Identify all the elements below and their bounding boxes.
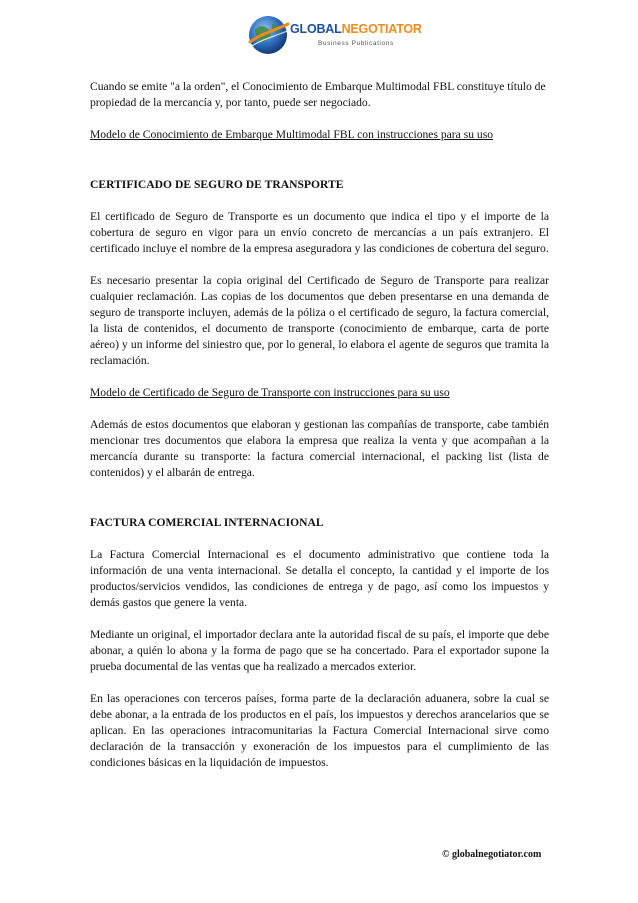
paragraph-invoice-importer: Mediante un original, el importador declara ante la autoridad fiscal de su país, el importe que debe abonar, a quién lo abona y la forma de pago que se ha concertado. Para el exportador supone la prueba documental de las ventas que ha realizado a mercados exterior.: [90, 628, 549, 673]
brand-subtitle: Business Publications: [318, 40, 394, 47]
section-heading-insurance: CERTIFICADO DE SEGURO DE TRANSPORTE: [90, 178, 344, 191]
section-heading-invoice: FACTURA COMERCIAL INTERNACIONAL: [90, 516, 324, 529]
paragraph-seller-documents: Además de estos documentos que elaboran y gestionan las compañías de transporte, cabe también mencionar tres documentos que elabora la empresa que realiza la venta y que acompañan a la mercancía durante su transporte: la factura comercial internacional, el packing list (lista de contenidos) y el albarán de entrega.: [90, 418, 549, 479]
spacer: [90, 497, 549, 515]
paragraph-invoice-customs: En las operaciones con terceros países, forma parte de la declaración aduanera, sobre la cual se debe abonar, a la entrada de los productos en el país, los impuestos y derechos arancelarios que se aplican. En las operaciones intracomunitarias la Factura Comercial Internacional sirve como declaración de la transacción y exoneración de los impuestos para el cumplimiento de las condiciones básicas en la liquidación de impuestos.: [90, 692, 549, 769]
paragraph-invoice-definition: La Factura Comercial Internacional es el documento administrativo que contiene toda la información de una venta internacional. Se detalla el concepto, la cantidad y el importe de los productos/servicios vendidos, las condiciones de entrega y de pago, así como los impuestos y demás gastos que genere la venta.: [90, 548, 549, 609]
footer-copyright: © globalnegotiator.com: [442, 849, 542, 860]
paragraph-insurance-claims: Es necesario presentar la copia original del Certificado de Seguro de Transporte para realizar cualquier reclamación. Las copias de los documentos que deben presentarse en una demanda de seguro de transporte incluyen, además de la póliza o el certificado de seguro, la factura comercial, la lista de contenidos, el documento de transporte (conocimiento de embarque, carta de porte aéreo) y un informe del siniestro que, por lo general, lo elabora el agente de seguros que tramita la reclamación.: [90, 274, 549, 367]
document-body: [90, 79, 549, 787]
paragraph-insurance-definition: El certificado de Seguro de Transporte es un documento que indica el tipo y el importe de la cobertura de seguro en vigor para un envío concreto de mercancías a un país extranjero. El certificado incluye el nombre de la empresa aseguradora y las condiciones de cobertura del seguro.: [90, 210, 549, 255]
brand-wordmark: GLOBALNEGOTIATOR: [290, 22, 422, 36]
globalnegotiator-logo: [246, 10, 422, 60]
spacer: [90, 159, 549, 177]
link-insurance-model[interactable]: Modelo de Certificado de Seguro de Transporte con instrucciones para su uso: [90, 386, 450, 399]
paragraph-fbl-negotiable: Cuando se emite "a la orden", el Conocimiento de Embarque Multimodal FBL constituye título de propiedad de la mercancía y, por tanto, puede ser negociado.: [90, 80, 546, 109]
link-fbl-model[interactable]: Modelo de Conocimiento de Embarque Multimodal FBL con instrucciones para su uso: [90, 128, 494, 141]
globe-icon: [246, 12, 290, 58]
